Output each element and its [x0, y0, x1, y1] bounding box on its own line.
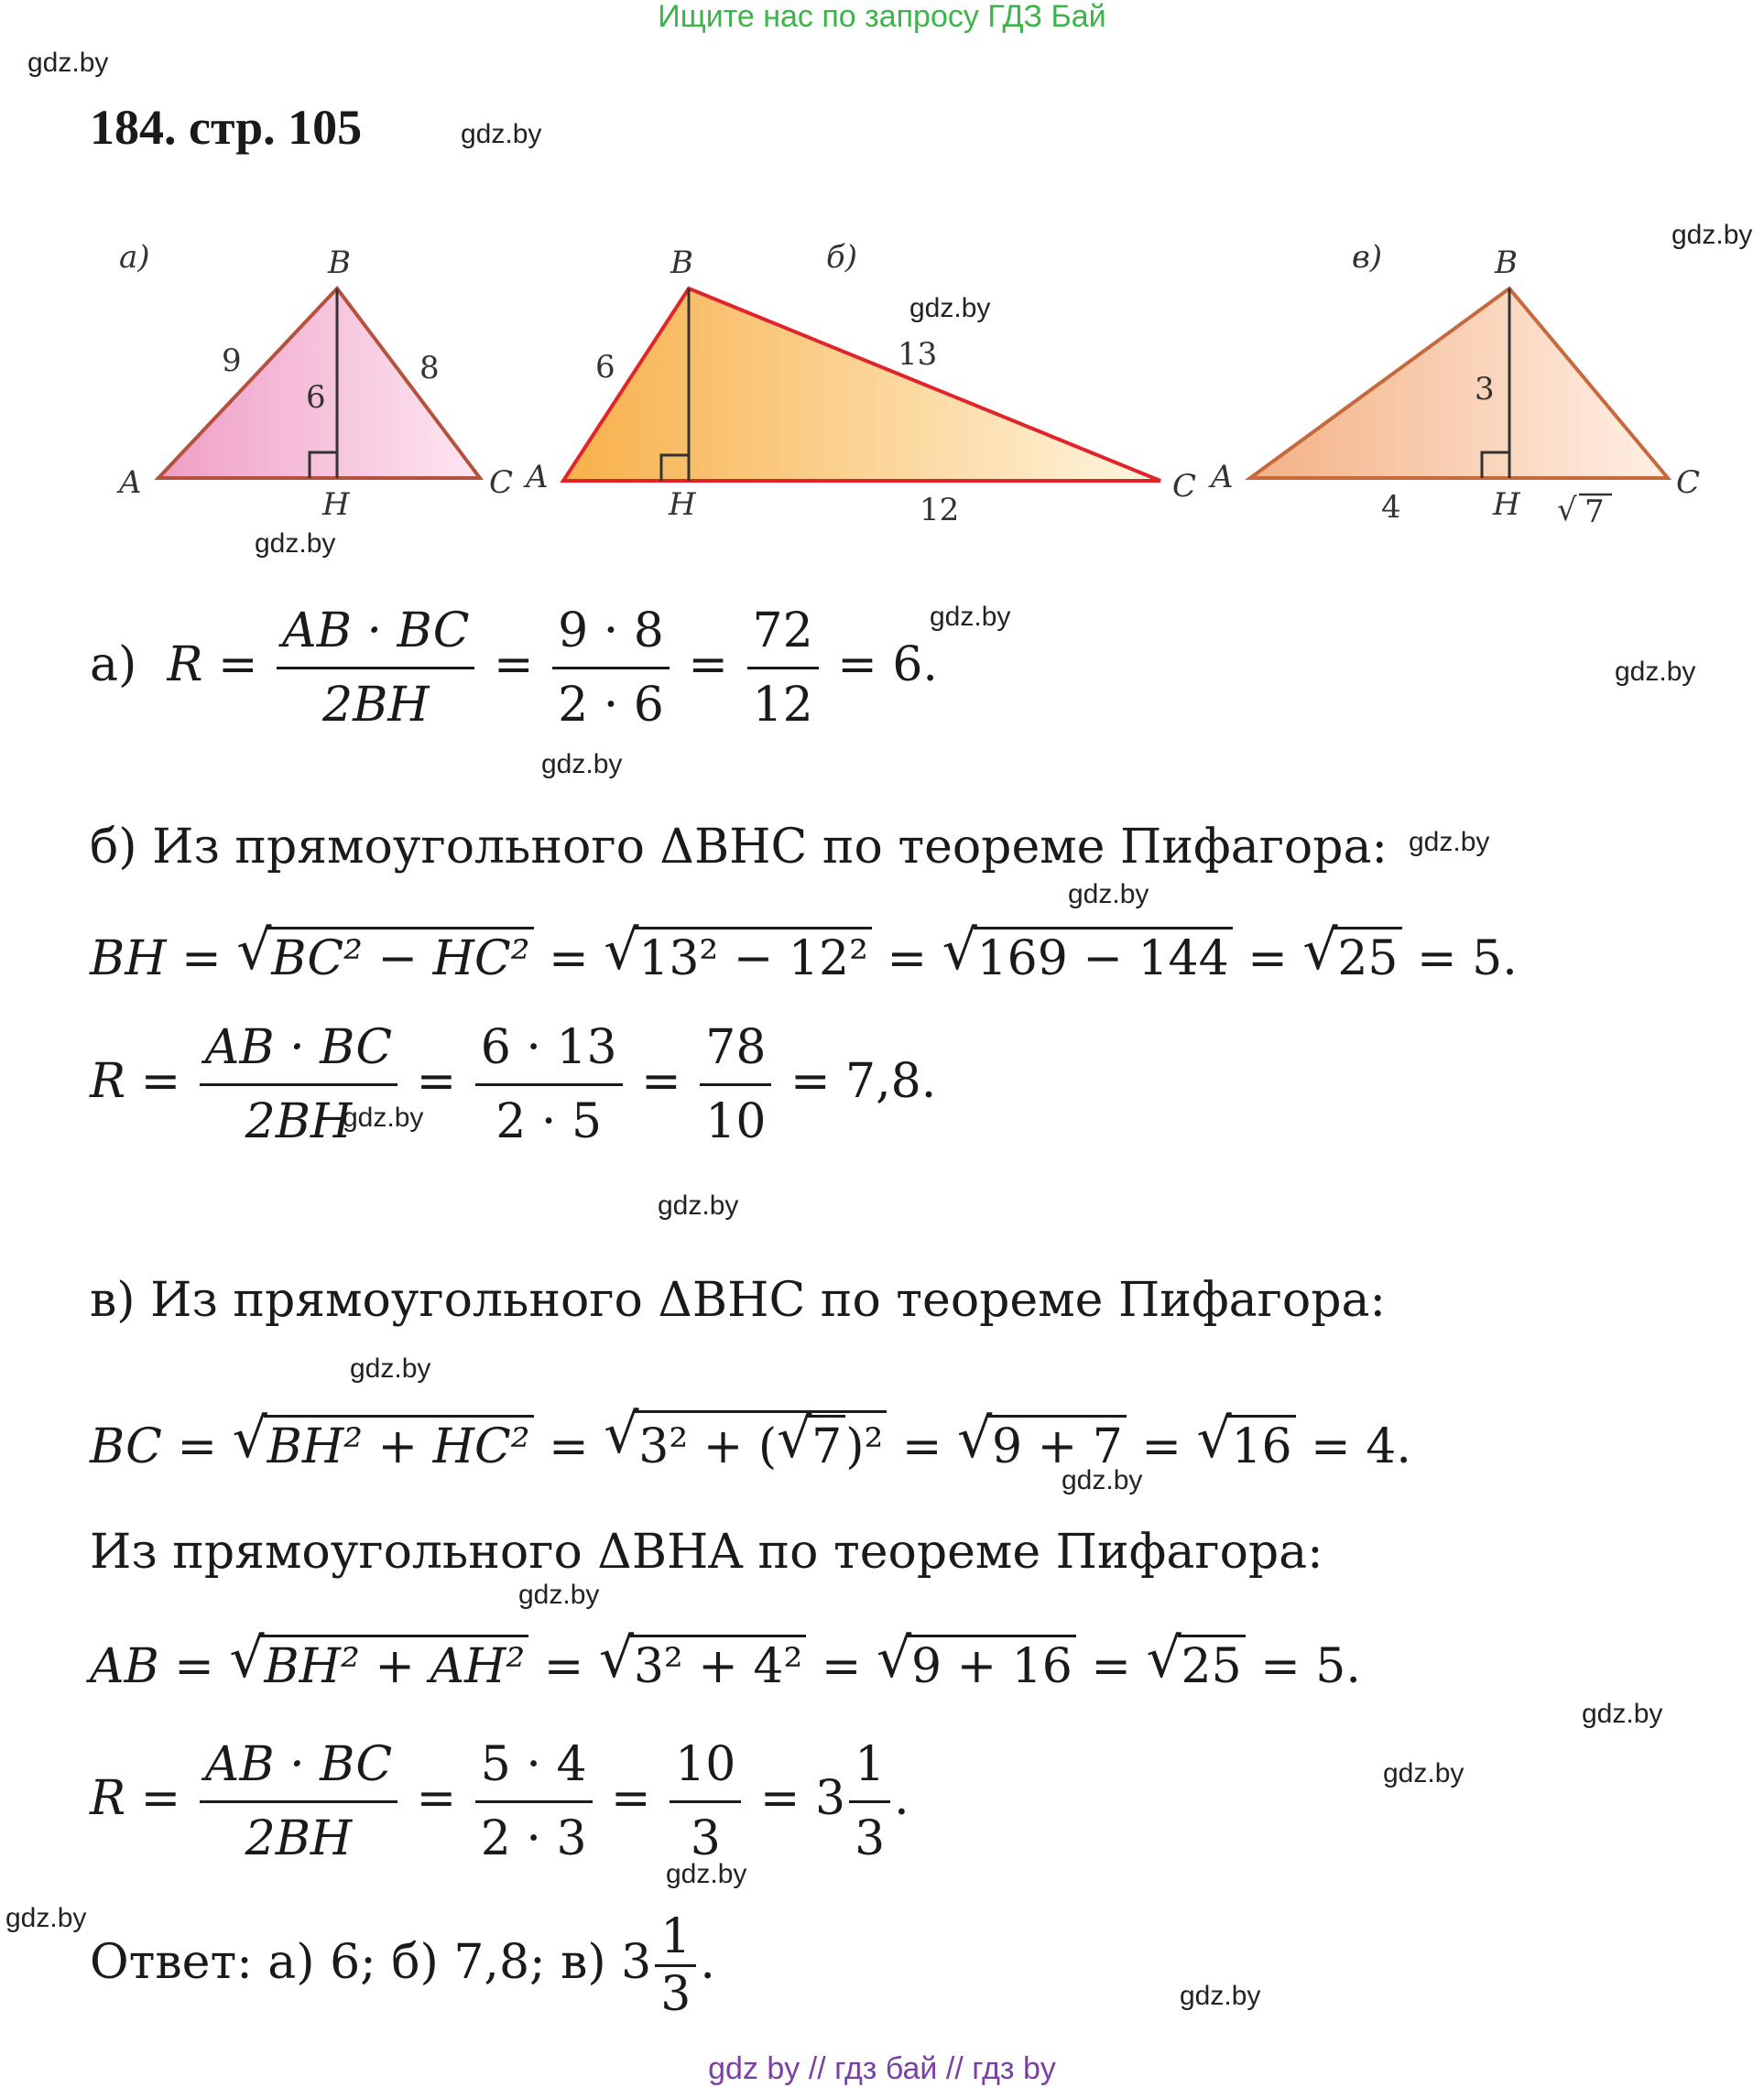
fraction: $\frac{78}{10}$: [700, 1012, 771, 1158]
part-a-label: а): [90, 637, 137, 692]
answer-line: Ответ: а) 6; б) 7,8; в) 3 $\frac{1}{3}$ .: [90, 1909, 715, 2022]
watermark: gdz.by: [1409, 827, 1490, 857]
watermark: gdz.by: [1615, 657, 1696, 687]
vertex-b: B: [1495, 245, 1518, 281]
vertex-h: H: [669, 486, 696, 523]
fraction: $\frac{10}{3}$: [670, 1729, 741, 1875]
fraction: $\frac{6 \cdot 13}{2 \cdot 5}$: [475, 1012, 623, 1158]
triangle-v: [1208, 239, 1700, 530]
fraction: $\frac{AB \cdot BC}{2BH}$: [200, 1012, 397, 1158]
part-v-intro-2: Из прямоугольного ΔBHA по теореме Пифагора:: [90, 1525, 1323, 1580]
watermark: gdz.by: [666, 1859, 747, 1889]
vertex-c: C: [489, 464, 514, 501]
sqrt: √ 13² − 12²: [605, 927, 872, 986]
side-hc: 7: [1584, 494, 1605, 530]
part-v-r-formula: R = $\frac{AB \cdot BC}{2BH}$ = $\frac{5 \cdot 4}{2 \cdot 3}$ = $\frac{10}{3}$ = 3 $\frac{1}{3}$ .: [90, 1729, 909, 1875]
triangles-figure: [0, 229, 1764, 531]
fraction: $\frac{5 \cdot 4}{2 \cdot 3}$: [475, 1729, 593, 1875]
vertex-c: C: [1172, 468, 1197, 505]
page-title: 184. стр. 105: [90, 100, 363, 155]
watermark: gdz.by: [1180, 1981, 1261, 2011]
watermark: gdz.by: [930, 602, 1011, 632]
watermark: gdz.by: [1671, 220, 1753, 250]
figure-a-tag: а): [119, 239, 150, 276]
part-b-r-formula: R = $\frac{AB \cdot BC}{2BH}$ = $\frac{6 \cdot 13}{2 \cdot 5}$ = $\frac{78}{10}$ = 7,8.: [90, 1012, 936, 1158]
sqrt: √ 9 + 7: [959, 1415, 1127, 1474]
footer-links[interactable]: gdz by // гдз бай // гдз by: [708, 2051, 1056, 2086]
vertex-b: B: [328, 245, 351, 281]
vertex-b: B: [670, 245, 693, 281]
vertex-a: A: [119, 464, 142, 501]
part-v-intro: в) Из прямоугольного ΔBHC по теореме Пифагора:: [90, 1273, 1387, 1328]
part-v-bc-formula: BC = √ BH² + HC² = √ 3² + (√ 7)² = √ 9 + 7 = √ 16 = 4.: [90, 1410, 1411, 1474]
fraction: $\frac{72}{12}$: [747, 595, 819, 741]
watermark: gdz.by: [461, 119, 542, 149]
watermark: gdz.by: [1582, 1699, 1663, 1729]
watermark: gdz.by: [658, 1190, 739, 1221]
r-symbol: R: [167, 637, 203, 692]
fraction: $\frac{1}{3}$: [655, 1909, 696, 2022]
fraction: $\frac{AB \cdot BC}{2BH}$: [200, 1729, 397, 1875]
vertex-a: A: [1211, 459, 1234, 495]
figure-v-tag: в): [1352, 239, 1383, 276]
watermark: gdz.by: [1068, 879, 1149, 909]
sqrt: √ BH² + HC²: [234, 1415, 534, 1474]
answer-text: Ответ: а) 6; б) 7,8; в) 3: [90, 1935, 652, 1990]
watermark: gdz.by: [541, 749, 623, 779]
fraction: $\frac{AB \cdot BC}{2BH}$: [277, 595, 474, 741]
watermark: gdz.by: [1383, 1758, 1465, 1788]
height-bh: 3: [1475, 371, 1495, 408]
top-banner[interactable]: Ищите нас по запросу ГДЗ Бай: [658, 0, 1106, 34]
side-bc: 13: [898, 336, 938, 373]
height-bh: 6: [306, 379, 326, 416]
side-ab: 6: [595, 349, 615, 386]
sqrt: √ 25: [1149, 1635, 1246, 1694]
sqrt: √ 3² + 4²: [601, 1635, 807, 1694]
sqrt: √ 16: [1198, 1415, 1295, 1474]
radical-sign: √: [1557, 492, 1577, 528]
part-b-bh-formula: BH = √ BC² − HC² = √ 13² − 12² = √ 169 − 144 = √ 25 = 5.: [90, 927, 1518, 986]
vertex-h: H: [322, 486, 350, 523]
watermark: gdz.by: [27, 48, 109, 78]
watermark: gdz.by: [255, 528, 336, 559]
sqrt: √ 25: [1304, 927, 1401, 986]
vertex-h: H: [1493, 486, 1520, 523]
fraction: $\frac{9 \cdot 8}{2 \cdot 6}$: [552, 595, 670, 741]
sqrt: √ BC² − HC²: [238, 927, 533, 986]
figure-b-tag: б): [826, 239, 858, 276]
side-ah: 4: [1381, 489, 1401, 526]
watermark: gdz.by: [343, 1103, 424, 1133]
fraction: $\frac{1}{3}$: [849, 1729, 890, 1875]
watermark: gdz.by: [5, 1903, 87, 1933]
watermark: gdz.by: [518, 1580, 600, 1610]
watermark: gdz.by: [909, 293, 991, 323]
triangle-a: [116, 239, 513, 523]
side-bc: 8: [419, 350, 440, 386]
part-v-ab-formula: AB = √ BH² + AH² = √ 3² + 4² = √ 9 + 16 = √ 25 = 5.: [90, 1635, 1361, 1694]
triangle-b: [523, 239, 1196, 528]
side-ab: 9: [222, 342, 242, 379]
sqrt: √ 7: [779, 1415, 845, 1474]
vertex-a: A: [526, 459, 549, 495]
sqrt: √ 169 − 144: [944, 927, 1233, 986]
watermark: gdz.by: [350, 1353, 431, 1384]
part-a-formula: а) R = $\frac{AB \cdot BC}{2BH}$ = $\frac{9 \cdot 8}{2 \cdot 6}$ = $\frac{72}{12}$ = 6.: [90, 595, 938, 741]
side-hc: 12: [920, 492, 960, 528]
watermark: gdz.by: [1062, 1465, 1143, 1495]
part-b-intro: б) Из прямоугольного ΔBHC по теореме Пифагора:: [90, 820, 1388, 875]
sqrt: √ BH² + AH²: [231, 1635, 528, 1694]
sqrt: √ 3² + (√ 7)²: [605, 1410, 887, 1474]
sqrt: √ 9 + 16: [878, 1635, 1076, 1694]
vertex-c: C: [1676, 464, 1701, 501]
